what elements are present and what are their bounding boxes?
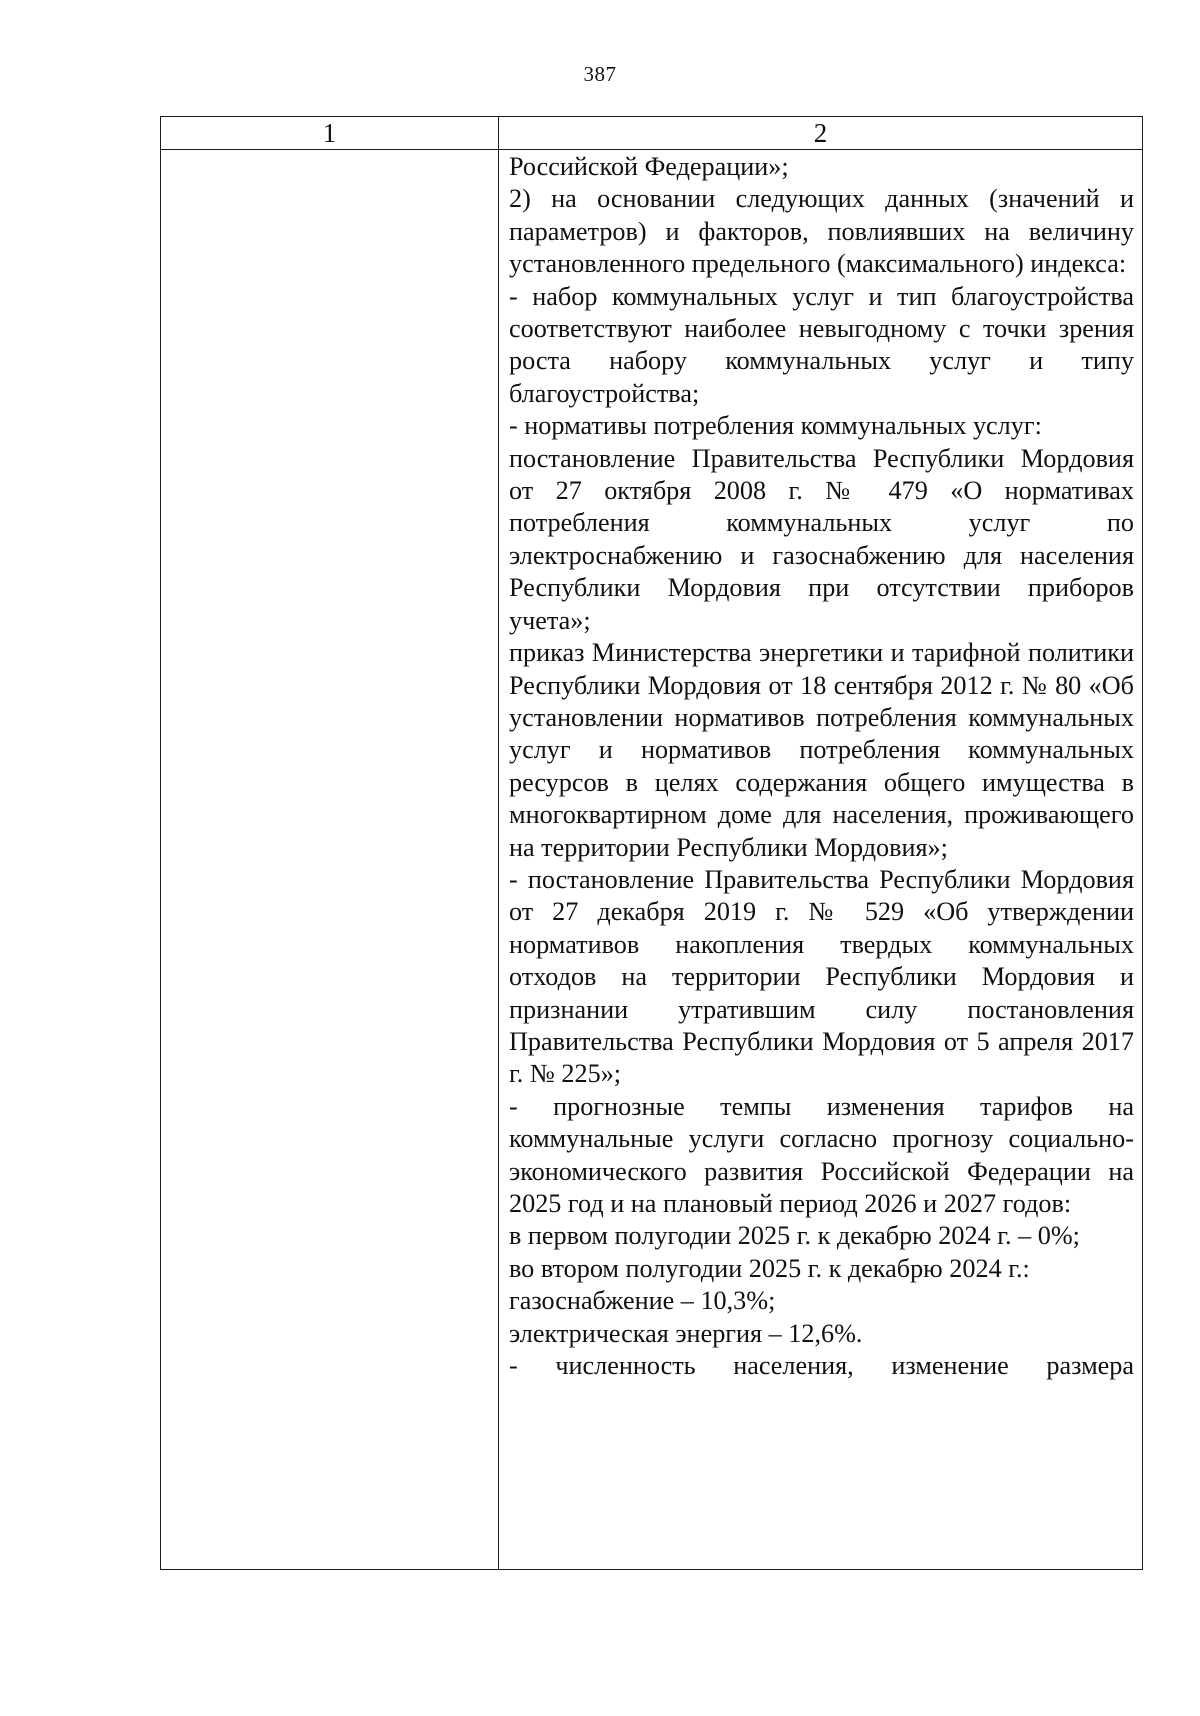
paragraph-4: - нормативы потребления коммунальных услуг: [509,411,1042,441]
paragraph-8: - прогнозные темпы изменения тарифов на коммунальные услуги согласно прогнозу социально-экономического развития Российской Федерации на 2025 год и на плановый период 2026 и 2027 годов: [509,1091,1134,1218]
table-header-row [161,117,1143,150]
paragraph-12: электрическая энергия – 12,6%. [509,1318,863,1348]
paragraph-5: постановление Правительства Республики Мордовия от 27 октября 2008 г. № 479 «О нормативах потребления коммунальных услуг по электроснабжению и газоснабжению для населения Республики Мордовия при отсутствии приборов учета»; [509,443,1134,635]
paragraph-1: Российской Федерации»; [509,152,789,181]
paragraph-7: - постановление Правительства Республики Мордовия от 27 декабря 2019 г. № 529 «Об утверждении нормативов накопления твердых коммунальных отходов на территории Республики Мордовия и признании утратившим силу постановления Правительства Республики Мордовия от 5 апреля 2017 г. № 225»; [509,864,1134,1089]
paragraph-6: приказ Министерства энергетики и тарифной политики Республики Мордовия от 18 сентября 2012 г. № 80 «Об установлении нормативов потребления коммунальных услуг и нормативов потребления коммунальных ресурсов в целях содержания общего имущества в многоквартирном доме для населения, проживающего на территории Республики Мордовия»; [509,638,1134,862]
paragraph-9: в первом полугодии 2025 г. к декабрю 2024 г. – 0%; [509,1221,1080,1251]
paragraph-10: во втором полугодии 2025 г. к декабрю 2024 г.: [509,1253,1030,1283]
paragraph-13: - численность населения, изменение размера [509,1351,1134,1381]
column-header-2: 2 [499,117,1143,150]
paragraph-11: газоснабжение – 10,3%; [509,1286,776,1316]
column-2-cell [499,150,1143,1570]
paragraph-2: 2) на основании следующих данных (значений и параметров) и факторов, повлиявших на величину установленного предельного (максимального) индекса: [509,184,1134,279]
table-row [161,150,1143,1570]
column-1-cell [161,150,499,1570]
document-table [160,116,1143,1570]
column-header-1: 1 [161,117,499,150]
paragraph-3: - набор коммунальных услуг и тип благоустройства соответствуют наиболее невыгодному с точки зрения роста набору коммунальных услуг и типу благоустройства; [509,281,1134,408]
page-number: 387 [583,62,617,86]
